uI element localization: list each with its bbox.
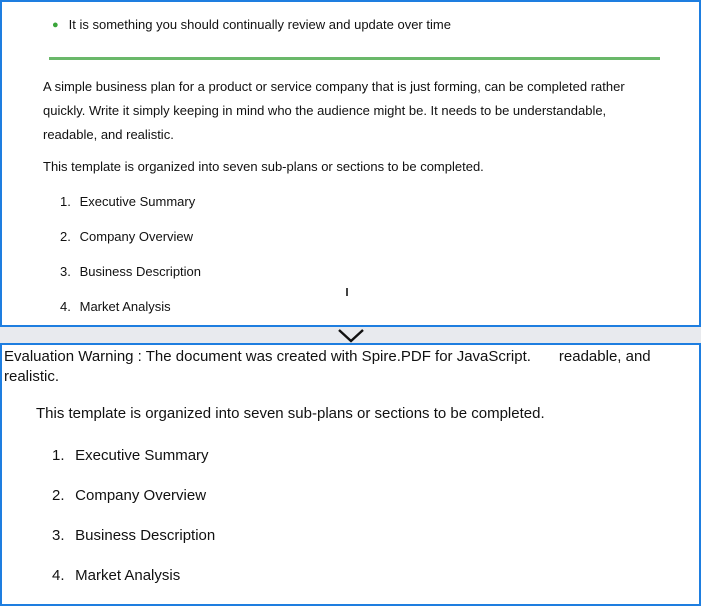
bullet-dot-icon: ●: [52, 19, 59, 31]
body-paragraph: A simple business plan for a product or service company that is just forming, can be completed rather quickly. Write it simply keeping in mind who the audience might be. It needs to be understandable, readable, and realistic.: [43, 79, 625, 142]
list-label: Company Overview: [75, 487, 207, 504]
list-label: Business Description: [79, 264, 202, 279]
list-number: 1.: [52, 447, 65, 464]
list-number: 2.: [60, 229, 71, 244]
list-label: Executive Summary: [75, 447, 209, 464]
list-number: 3.: [60, 264, 71, 279]
section-list: [60, 194, 201, 334]
list-item: [52, 487, 215, 527]
intro-paragraph: This template is organized into seven sub-plans or sections to be completed.: [43, 159, 484, 174]
list-item: [60, 194, 201, 229]
list-item: [52, 527, 215, 567]
list-item: [52, 447, 215, 487]
list-label: Business Description: [75, 527, 216, 544]
chevron-down-icon: [338, 329, 364, 343]
bullet-text: It is something you should continually review and update over time: [68, 17, 451, 32]
list-number: 2.: [52, 487, 65, 504]
list-item: [52, 567, 215, 607]
intro-paragraph: This template is organized into seven sub-plans or sections to be completed.: [36, 405, 545, 422]
list-label: Market Analysis: [79, 299, 171, 314]
text-cursor-icon: [346, 288, 348, 296]
section-list: [52, 447, 215, 607]
list-number: 4.: [60, 299, 71, 314]
bullet-item: [52, 17, 451, 32]
list-label: Executive Summary: [79, 194, 196, 209]
list-label: Market Analysis: [75, 567, 181, 584]
list-number: 4.: [52, 567, 65, 584]
evaluation-warning: [4, 347, 694, 387]
list-number: 1.: [60, 194, 71, 209]
continuation-text: readable, and realistic.: [4, 348, 651, 385]
list-label: Company Overview: [79, 229, 194, 244]
section-divider: [49, 57, 660, 60]
list-item: [60, 229, 201, 264]
warning-text: Evaluation Warning : The document was created with Spire.PDF for JavaScript.: [4, 348, 531, 365]
list-number: 3.: [52, 527, 65, 544]
list-item: [60, 264, 201, 299]
